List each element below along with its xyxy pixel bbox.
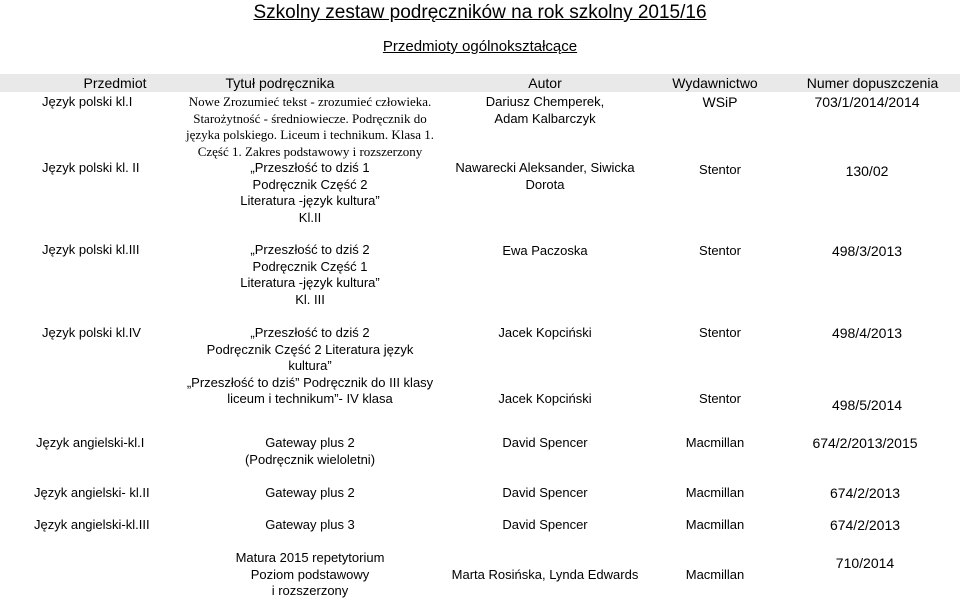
header-book-title: Tytuł podręcznika <box>225 75 335 91</box>
row-3-title-line: Kl. III <box>295 291 325 307</box>
row-6-title: Gateway plus 2 <box>265 485 355 500</box>
row-5-publisher: Macmillan <box>685 435 745 450</box>
row-4-author-1: Jacek Kopciński <box>498 325 592 340</box>
row-2-author-line: Dorota <box>525 176 565 192</box>
row-2-author <box>445 160 645 193</box>
row-7-title: Gateway plus 3 <box>265 517 355 532</box>
row-4-title-line: kultura” <box>288 358 332 373</box>
row-3-approval: 498/3/2013 <box>831 243 903 259</box>
row-6-subject: Język angielski- kl.II <box>34 485 150 500</box>
row-1-subject: Język polski kl.I <box>42 94 133 109</box>
header-publisher: Wydawnictwo <box>672 75 758 91</box>
row-6-publisher: Macmillan <box>685 485 745 500</box>
row-2-title-line: Podręcznik Część 2 <box>252 176 368 192</box>
row-8-title <box>180 550 440 600</box>
row-4-title-line: Podręcznik Część 2 Literatura język <box>206 341 414 357</box>
row-6-author: David Spencer <box>502 485 588 500</box>
row-1-title-line: Część 1. Zakres podstawowy i rozszerzony <box>197 143 423 159</box>
page-subtitle: Przedmioty ogólnokształcące <box>382 38 578 55</box>
row-5-title-line: (Podręcznik wieloletni) <box>244 451 376 467</box>
row-2-subject: Język polski kl. II <box>42 160 140 175</box>
row-8-publisher: Macmillan <box>685 567 745 582</box>
row-7-author: David Spencer <box>502 517 588 532</box>
page-title: Szkolny zestaw podręczników na rok szkolny 2015/16 <box>253 2 707 23</box>
row-3-title <box>180 242 440 308</box>
row-1-author-line: Adam Kalbarczyk <box>494 110 596 126</box>
header-author: Autor <box>528 75 562 91</box>
row-1-title-line: języka polskiego. Liceum i technikum. Klasa 1. <box>185 127 434 142</box>
row-5-subject: Język angielski-kl.I <box>36 435 145 450</box>
row-4-author-2: Jacek Kopciński <box>498 391 592 406</box>
row-4-publisher-2: Stentor <box>699 391 741 406</box>
row-3-title-line: Literatura -język kultura” <box>240 275 380 290</box>
row-3-title-line: Podręcznik Część 1 <box>252 258 368 274</box>
row-1-author-line: Dariusz Chemperek, <box>485 94 605 109</box>
row-1-publisher: WSiP <box>702 94 738 110</box>
row-1-title-line: Starożytność - średniowiecze. Podręcznik do <box>193 110 427 126</box>
row-2-title <box>180 160 440 226</box>
row-4-title <box>168 325 452 408</box>
row-1-title-line: Nowe Zrozumieć tekst - zrozumieć człowieka. <box>188 94 432 109</box>
row-4-title-line: liceum i technikum”- IV klasa <box>227 391 393 406</box>
row-3-subject: Język polski kl.III <box>42 242 140 257</box>
row-7-publisher: Macmillan <box>685 517 745 532</box>
header-approval: Numer dopuszczenia <box>806 75 939 91</box>
row-7-approval: 674/2/2013 <box>829 517 901 533</box>
row-2-title-line: „Przeszłość to dziś 1 <box>250 160 370 175</box>
row-8-title-line: Poziom podstawowy <box>250 566 370 582</box>
row-2-approval: 130/02 <box>845 163 889 179</box>
row-4-title-line: „Przeszłość to dziś 2 <box>250 325 370 340</box>
row-8-author: Marta Rosińska, Lynda Edwards <box>451 567 639 582</box>
row-4-approval-1: 498/4/2013 <box>831 325 903 341</box>
row-4-publisher-1: Stentor <box>699 325 741 340</box>
row-5-approval: 674/2/2013/2015 <box>812 435 918 451</box>
row-7-subject: Język angielski-kl.III <box>34 517 150 532</box>
row-2-publisher: Stentor <box>699 162 741 177</box>
row-8-title-line: i rozszerzony <box>271 583 349 598</box>
row-1-author <box>445 94 645 127</box>
row-3-author: Ewa Paczoska <box>502 243 588 258</box>
row-3-title-line: „Przeszłość to dziś 2 <box>250 242 370 257</box>
header-subject: Przedmiot <box>83 75 147 91</box>
row-8-approval: 710/2014 <box>835 555 895 571</box>
row-8-title-line: Matura 2015 repetytorium <box>235 550 385 565</box>
row-5-title-line: Gateway plus 2 <box>265 435 355 450</box>
row-4-subject: Język polski kl.IV <box>42 325 141 340</box>
row-3-publisher: Stentor <box>699 243 741 258</box>
row-4-approval-2: 498/5/2014 <box>831 397 903 413</box>
row-5-author: David Spencer <box>502 435 588 450</box>
row-6-approval: 674/2/2013 <box>829 485 901 501</box>
row-4-title-line: „Przeszłość to dziś” Podręcznik do III klasy <box>186 374 434 390</box>
row-2-title-line: Literatura -język kultura” <box>240 193 380 208</box>
row-2-title-line: Kl.II <box>298 209 322 225</box>
row-2-author-line: Nawarecki Aleksander, Siwicka <box>455 160 635 175</box>
row-5-title <box>180 435 440 468</box>
row-1-title <box>168 94 452 160</box>
row-1-approval: 703/1/2014/2014 <box>814 94 920 110</box>
